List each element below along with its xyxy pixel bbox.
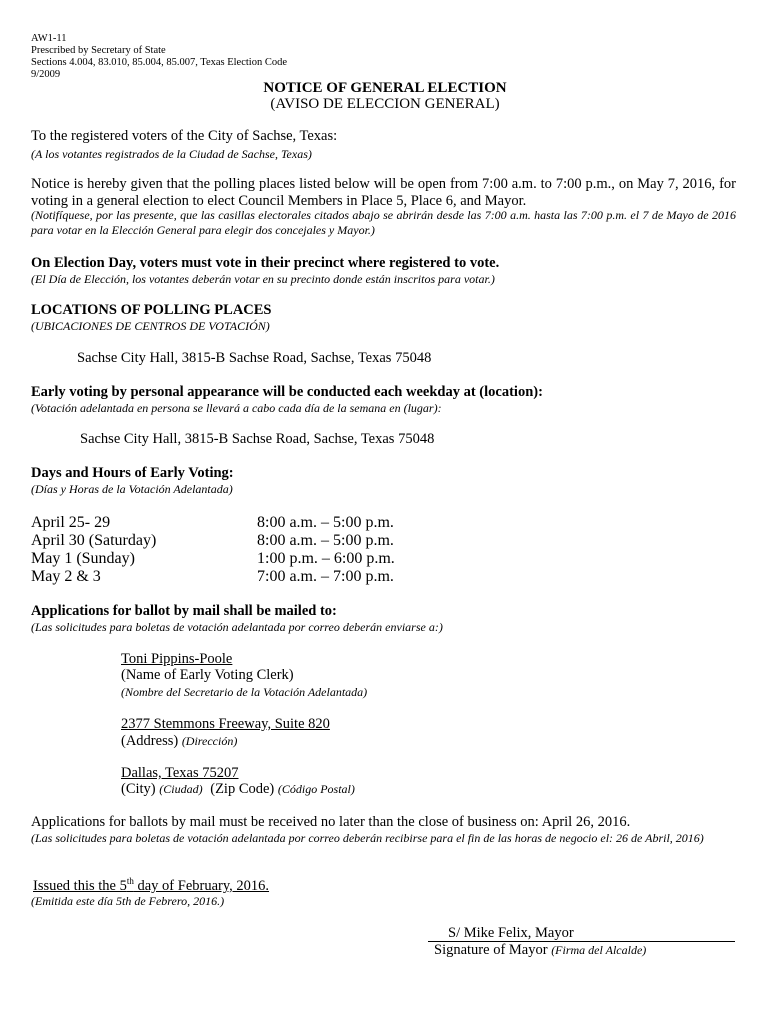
polling-place-address: Sachse City Hall, 3815-B Sachse Road, Sachse, Texas 75048 [77,350,432,366]
issued-suffix: day of February, 2016. [133,877,270,894]
addressee-spanish: (A los votantes registrados de la Ciudad de Sachse, Texas) [31,147,312,161]
sections-line: Sections 4.004, 83.010, 85.004, 85.007, Texas Election Code [31,57,288,68]
address-label-line [121,733,237,750]
city-label: (City) [121,781,156,797]
schedule-hours: 8:00 a.m. – 5:00 p.m. [257,514,394,531]
signature-label: Signature of Mayor [434,942,548,958]
address-label: (Address) [121,733,179,749]
clerk-name: Toni Pippins-Poole [121,651,233,667]
schedule-hours: 7:00 a.m. – 7:00 p.m. [257,568,394,585]
notice-paragraph: Notice is hereby given that the polling places listed below will be open from 7:00 a.m. to 7:00 p.m., on May 7, 2016, for voting in a general election to elect Council Members in Place 5, Place 6, and Mayor. [31,176,736,209]
zip-label-spanish: (Código Postal) [277,782,355,796]
mail-heading-spanish: (Las solicitudes para boletas de votación adelantada por correo deberán enviarse a:) [31,620,443,634]
schedule-hours: 8:00 a.m. – 5:00 p.m. [257,532,394,549]
deadline: Applications for ballots by mail must be received no later than the close of business on: April 26, 2016. [31,814,631,830]
early-voting-address: Sachse City Hall, 3815-B Sachse Road, Sachse, Texas 75048 [80,431,435,447]
schedule-day: May 1 (Sunday) [31,550,135,567]
addressee: To the registered voters of the City of Sachse, Texas: [31,128,338,144]
issued-prefix: Issued this the 5 [33,877,127,894]
early-voting-heading-spanish: (Votación adelantada en persona se llevará a cabo cada día de la semana en (lugar): [31,401,442,415]
schedule-day: May 2 & 3 [31,568,101,585]
zip-label: (Zip Code) [210,781,275,797]
form-date: 9/2009 [31,69,61,80]
clerk-city: Dallas, Texas 75207 [121,765,239,781]
early-voting-heading: Early voting by personal appearance will be conducted each weekday at (location): [31,384,543,400]
city-label-spanish: (Ciudad) [159,782,203,796]
clerk-label: (Name of Early Voting Clerk) [121,667,294,683]
signature-label-spanish: (Firma del Alcalde) [551,943,647,957]
election-day-notice: On Election Day, voters must vote in their precinct where registered to vote. [31,255,500,271]
form-id: AW1-11 [31,33,67,44]
prescribed-line: Prescribed by Secretary of State [31,45,166,56]
city-label-line [121,781,355,798]
schedule-day: April 25- 29 [31,514,111,531]
mail-heading: Applications for ballot by mail shall be mailed to: [31,603,337,619]
signature-name: S/ Mike Felix, Mayor [448,925,574,941]
locations-heading-spanish: (UBICACIONES DE CENTROS DE VOTACIÓN) [31,319,270,333]
issued-spanish: (Emitida este día 5th de Febrero, 2016.) [31,894,225,908]
days-hours-heading-spanish: (Días y Horas de la Votación Adelantada) [31,482,233,496]
locations-heading: LOCATIONS OF POLLING PLACES [31,302,272,318]
issued-superscript: th [126,876,134,886]
schedule-day: April 30 (Saturday) [31,532,157,549]
address-label-spanish: (Dirección) [181,734,238,748]
signature-label-line [434,942,646,959]
page-title: NOTICE OF GENERAL ELECTION [263,80,507,96]
clerk-label-spanish: (Nombre del Secretario de la Votación Adelantada) [121,685,368,699]
days-hours-heading: Days and Hours of Early Voting: [31,465,234,481]
signature-line [428,925,735,942]
deadline-spanish: (Las solicitudes para boletas de votación adelantada por correo deberán recibirse para el fin de las horas de negocio el: 26 de Abril, 2016) [31,831,704,845]
page-subtitle: (AVISO DE ELECCION GENERAL) [270,96,500,112]
election-day-notice-spanish: (El Día de Elección, los votantes deberán votar en su precinto donde están inscritos para votar.) [31,272,495,286]
notice-paragraph-spanish: (Notifíquese, por las presente, que las casillas electorales citados abajo se abrirán desde las 7:00 a.m. hasta las 7:00 p.m. el 7 de Mayo de 2016 para votar en la Elección General para elegir dos concejales y Mayor.) [31,208,736,237]
schedule-hours: 1:00 p.m. – 6:00 p.m. [257,550,395,567]
issued-line [33,876,269,895]
clerk-street: 2377 Stemmons Freeway, Suite 820 [121,716,330,732]
